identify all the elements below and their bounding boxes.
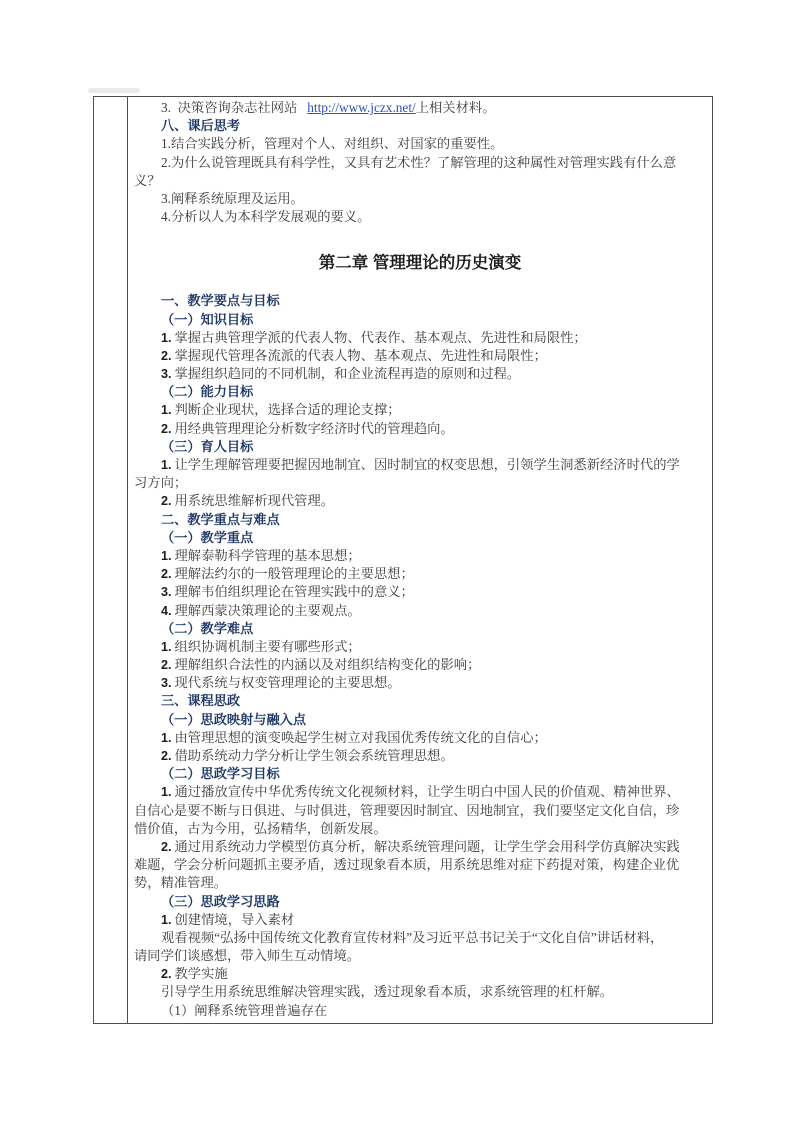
list-item-text: 理解法约尔的一般管理理论的主要思想；: [174, 566, 414, 582]
lesson-plan-table: [93, 96, 713, 1024]
text-line: [134, 99, 706, 117]
list-item-line: [134, 492, 706, 510]
list-item-text: 教学实施: [174, 966, 228, 982]
list-item-text: 借助系统动力学分析让学生领会系统管理思想。: [174, 748, 454, 763]
continuation-line: 势，精准管理。: [134, 875, 228, 891]
list-item-line: [134, 401, 706, 419]
list-number: 1.: [161, 730, 172, 745]
spacer: [134, 226, 706, 250]
list-item-line: [134, 602, 706, 620]
list-item-line: [134, 329, 706, 347]
section-heading: （一）思政映射与融入点: [161, 711, 307, 727]
list-item-text: 掌握组织趋同的不同机制，和企业流程再造的原则和过程。: [174, 366, 521, 382]
list-item-line: [134, 729, 706, 747]
list-item-line: [134, 365, 706, 383]
continuation-line: 自信心是要不断与日俱进、与时俱进，管理要因时制宜、因地制宜，我们要坚定文化自信，珍: [134, 802, 680, 818]
list-item-text: 理解韦伯组织理论在管理实践中的意义；: [174, 584, 414, 600]
list-number: 2.: [161, 658, 172, 673]
list-number: 2.: [161, 749, 172, 763]
link-line-suffix: 上相关材料。: [415, 100, 496, 115]
section-heading: （三）育人目标: [161, 438, 254, 454]
list-item-line: [134, 565, 706, 583]
section-heading: 八、课后思考: [161, 118, 241, 134]
list-number: 3.: [161, 585, 172, 600]
list-item-line: [134, 838, 706, 856]
spacer: [134, 276, 706, 292]
list-number: 4.: [161, 603, 172, 618]
list-number: 2.: [161, 839, 172, 854]
list-item-text: 用系统思维解析现代管理。: [174, 493, 335, 509]
list-number: 2.: [161, 494, 172, 509]
section-heading: （二）思政学习目标: [161, 766, 280, 782]
list-number: 2.: [161, 967, 172, 982]
continuation-line: 习方向；: [134, 475, 188, 491]
section-heading: （一）知识目标: [161, 311, 254, 327]
chapter-title: 第二章 管理理论的历史演变: [318, 254, 522, 273]
text-line: 引导学生用系统思维解决管理实践，透过现象看本质，求系统管理的杠杆解。: [161, 984, 614, 1000]
section-heading: （一）教学重点: [161, 529, 254, 545]
list-item-line: [134, 965, 706, 983]
list-number: 1.: [161, 458, 172, 472]
list-item-text: 掌握古典管理学派的代表人物、代表作、基本观点、先进性和局限性；: [174, 329, 587, 345]
list-item-line: [134, 583, 706, 601]
list-item-text: 用经典管理理论分析数字经济时代的管理趋向。: [174, 420, 454, 436]
continuation-line: 请同学们谈感想，带入师生互动情境。: [134, 948, 361, 964]
list-item-text: 创建情境，导入素材: [174, 911, 295, 927]
list-number: 2.: [161, 348, 172, 363]
list-item-line: [134, 783, 706, 801]
list-number: 1.: [161, 330, 172, 345]
list-item-line: [134, 638, 706, 656]
text-line: （1）阐释系统管理普遍存在: [161, 1002, 328, 1018]
text-line: 2.为什么说管理既具有科学性，又具有艺术性？了解管理的这种属性对管理实践有什么意: [161, 154, 677, 170]
list-number: 1.: [161, 912, 172, 927]
continuation-line: 义？: [134, 172, 161, 188]
section-heading: 一、教学要点与目标: [161, 293, 280, 309]
list-item-line: [134, 656, 706, 674]
list-number: 2.: [161, 421, 172, 436]
list-item-line: [134, 911, 706, 929]
text-line: 1.结合实践分析，管理对个人、对组织、对国家的重要性。: [161, 136, 504, 152]
section-heading: （二）能力目标: [161, 384, 254, 400]
list-item-text: 让学生理解管理要把握因地制宜、因时制宜的权变思想，引领学生洞悉新经济时代的学: [174, 457, 680, 472]
list-item-line: [134, 547, 706, 565]
list-item-text: 理解组织合法性的内涵以及对组织结构变化的影响；: [174, 657, 481, 673]
list-item-line: [134, 420, 706, 438]
table-left-column: [94, 97, 128, 1023]
list-item-text: 理解泰勒科学管理的基本思想；: [174, 547, 361, 563]
scan-artifact: [88, 88, 140, 93]
list-item-line: [134, 747, 706, 765]
table-content-column: [128, 97, 712, 1023]
section-heading: 三、课程思政: [161, 693, 241, 709]
list-item-text: 由管理思想的演变唤起学生树立对我国优秀传统文化的自信心；: [174, 729, 547, 745]
list-item-line: [134, 456, 706, 474]
list-item-text: 通过用系统动力学模型仿真分析，解决系统管理问题，让学生学会用科学仿真解决实践: [174, 838, 680, 854]
list-item-line: [134, 674, 706, 692]
list-number: 3.: [161, 676, 172, 691]
list-item-text: 判断企业现状，选择合适的理论支撑；: [174, 402, 401, 418]
text-line: 4.分析以人为本科学发展观的要义。: [161, 209, 371, 225]
list-item-line: [134, 347, 706, 365]
link-line-prefix: 3. 决策咨询杂志社网站: [161, 100, 308, 115]
text-line: 3.阐释系统原理及运用。: [161, 190, 304, 206]
list-number: 1.: [161, 403, 172, 418]
list-number: 1.: [161, 639, 172, 654]
list-item-text: 现代系统与权变管理理论的主要思想。: [174, 675, 401, 691]
continuation-line: 惜价值，古为今用，弘扬精华，创新发展。: [134, 820, 387, 836]
jczx-website-link[interactable]: http://www.jczx.net/: [307, 100, 416, 115]
continuation-line: 难题，学会分析问题抓主要矛盾，透过现象看本质，用系统思维对症下药提对策，构建企业优: [134, 857, 680, 873]
list-item-text: 掌握现代管理各流派的代表人物、基本观点、先进性和局限性；: [174, 347, 547, 363]
section-heading: （二）教学难点: [161, 620, 254, 636]
list-number: 1.: [161, 785, 172, 800]
list-number: 1.: [161, 548, 172, 563]
list-item-text: 组织协调机制主要有哪些形式；: [174, 638, 361, 654]
list-item-text: 理解西蒙决策理论的主要观点。: [174, 602, 361, 618]
list-item-text: 通过播放宣传中华优秀传统文化视频材料，让学生明白中国人民的价值观、精神世界、: [174, 784, 680, 800]
section-heading: （三）思政学习思路: [161, 893, 280, 909]
list-number: 3.: [161, 367, 172, 382]
text-line: 观看视频“弘扬中国传统文化教育宣传材料”及习近平总书记关于“文化自信”讲话材料，: [161, 929, 664, 945]
section-heading: 二、教学重点与难点: [161, 511, 280, 527]
list-number: 2.: [161, 567, 172, 582]
